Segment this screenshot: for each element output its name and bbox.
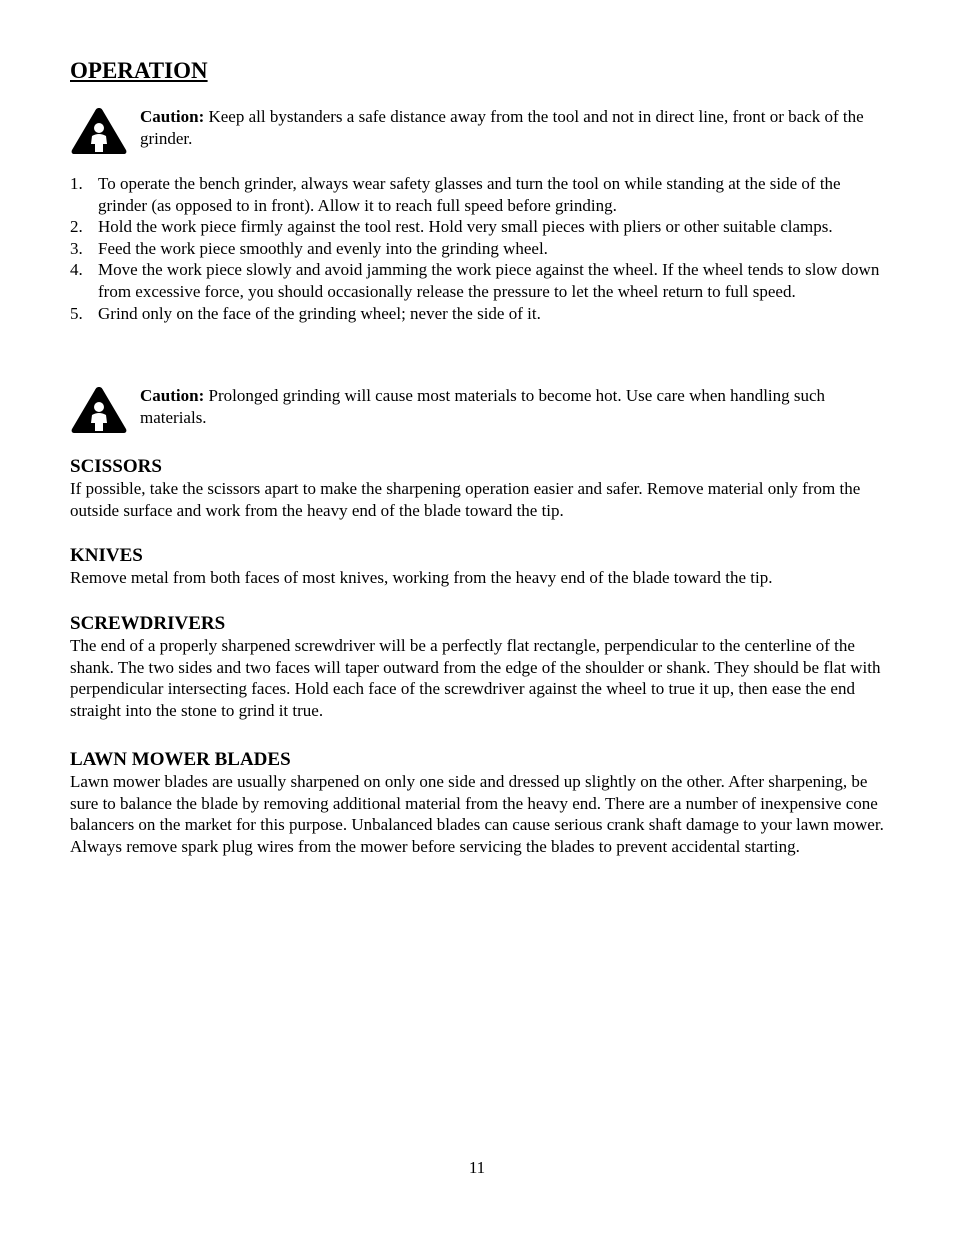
list-item [70, 173, 884, 216]
list-item [70, 303, 884, 325]
caution-text [140, 106, 884, 149]
section-heading: SCREWDRIVERS [70, 613, 226, 634]
list-item-text: Grind only on the face of the grinding wheel; never the side of it. [98, 303, 541, 323]
caution-text [140, 385, 884, 428]
section-body: Lawn mower blades are usually sharpened on only one side and dressed up slightly on the other. After sharpening, be sure to balance the blade by removing additional material from the heavy end. There are a number of inexpensive cone balancers on the market for this purpose. Unbalanced blades can cause serious crank shaft damage to your lawn mower. Always remove spark plug wires from the mower before servicing the blades to prevent accidental starting. [70, 772, 884, 856]
section-body: If possible, take the scissors apart to make the sharpening operation easier and safer. Remove material only from the outside surface and work from the heavy end of the blade toward the tip. [70, 479, 861, 520]
list-item-text: Move the work piece slowly and avoid jamming the work piece against the wheel. If the wheel tends to slow down from excessive force, you should occasionally release the pressure to let the wheel return to full speed. [98, 260, 880, 301]
section-lawn-mower-blades [70, 749, 884, 857]
section-knives [70, 545, 884, 589]
section-heading: KNIVES [70, 545, 143, 566]
list-item-text: Feed the work piece smoothly and evenly into the grinding wheel. [98, 238, 548, 258]
list-item-number: 4. [70, 260, 83, 280]
operation-steps [70, 173, 884, 324]
section-scissors [70, 456, 884, 521]
list-item-number: 2. [70, 217, 83, 237]
list-item [70, 216, 884, 238]
caution-label: Caution: [140, 386, 205, 405]
section-heading: SCISSORS [70, 456, 162, 477]
list-item-text: Hold the work piece firmly against the tool rest. Hold very small pieces with pliers or other suitable clamps. [98, 217, 833, 237]
caution-label: Caution: [140, 107, 205, 126]
section-body: Remove metal from both faces of most knives, working from the heavy end of the blade toward the tip. [70, 568, 773, 587]
page-title: OPERATION [70, 58, 208, 83]
list-item-text: To operate the bench grinder, always wear safety glasses and turn the tool on while standing at the side of the grinder (as opposed to in front). Allow it to reach full speed before grinding. [98, 174, 841, 215]
warning-triangle-icon [70, 106, 128, 156]
section-body: The end of a properly sharpened screwdriver will be a perfectly flat rectangle, perpendicular to the centerline of the shank. The two sides and two faces will taper outward from the edge of the shoulder or shank. They should be flat with perpendicular intersecting faces. Hold each face of the screwdriver against the wheel to true it up, then ease the end straight into the stone to grind it true. [70, 636, 881, 720]
list-item [70, 238, 884, 260]
list-item-number: 1. [70, 174, 83, 193]
page-number: 11 [468, 1158, 486, 1177]
section-screwdrivers [70, 613, 884, 721]
caution-message: Keep all bystanders a safe distance away from the tool and not in direct line, front or back of the grinder. [140, 107, 864, 148]
list-item-number: 3. [70, 238, 83, 258]
list-item-number: 5. [70, 303, 83, 323]
section-heading: LAWN MOWER BLADES [70, 749, 291, 770]
warning-triangle-icon [70, 385, 128, 435]
caution-message: Prolonged grinding will cause most materials to become hot. Use care when handling such materials. [140, 386, 826, 427]
list-item [70, 259, 884, 302]
